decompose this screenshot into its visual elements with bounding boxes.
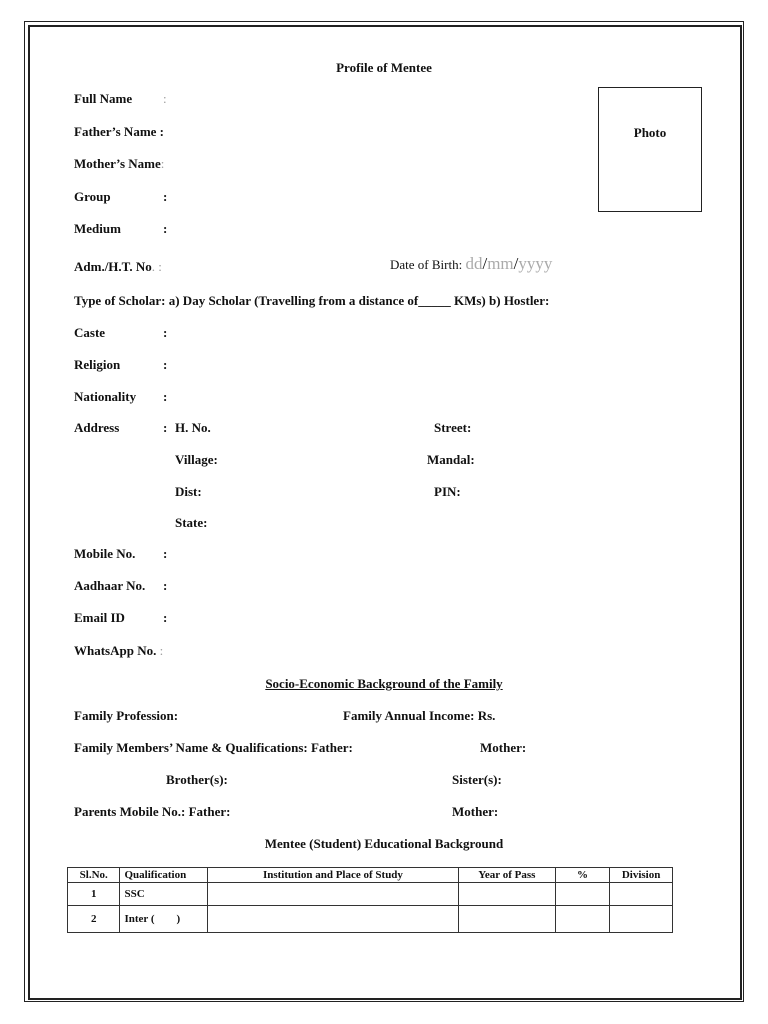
full-name-colon: : (163, 91, 167, 106)
row-year-cell[interactable] (458, 883, 555, 906)
caste-label: Caste (74, 325, 106, 340)
sisters-label: Sister(s): (452, 772, 502, 787)
address-label: Address (74, 420, 120, 435)
adm-no-text: Adm./H.T. No (74, 259, 152, 274)
mothers-name-label: Mother’s Name: (74, 156, 165, 171)
dob-label: Date of Birth: (390, 257, 463, 272)
caste-colon: : (163, 325, 168, 340)
col-sl-no: Sl.No. (68, 868, 120, 883)
adm-no-label: Adm./H.T. No. : (74, 259, 162, 274)
education-heading: Mentee (Student) Educational Background (264, 836, 504, 851)
address-colon: : (163, 420, 168, 435)
family-profession-label: Family Profession: (74, 708, 179, 723)
col-year-of-pass: Year of Pass (458, 868, 555, 883)
row-qualification: SSC (120, 883, 207, 906)
mobile-no-colon: : (163, 546, 168, 561)
table-row (68, 883, 673, 906)
aadhaar-no-label: Aadhaar No. (74, 578, 146, 593)
row-sl-no: 2 (68, 906, 120, 933)
mothers-name-text: Mother’s Name (74, 156, 161, 171)
village-label: Village: (175, 452, 218, 467)
row-qualification: Inter ( ) (120, 906, 207, 933)
socio-economic-heading: Socio-Economic Background of the Family (265, 676, 503, 691)
dob-month-placeholder: mm (487, 254, 514, 273)
photo-label: Photo (633, 125, 667, 140)
family-mother-label: Mother: (480, 740, 527, 755)
col-qualification: Qualification (120, 868, 207, 883)
pin-label: PIN: (434, 484, 461, 499)
table-header-row (68, 868, 673, 883)
row-division-cell[interactable] (610, 883, 673, 906)
fathers-name-label: Father’s Name : (74, 124, 164, 139)
religion-label: Religion (74, 357, 121, 372)
col-institution: Institution and Place of Study (207, 868, 458, 883)
district-label: Dist: (175, 484, 202, 499)
dob-year-placeholder: yyyy (518, 254, 553, 273)
row-institution-cell[interactable] (207, 906, 458, 933)
row-percent-cell[interactable] (555, 906, 610, 933)
scholar-type-label: Type of Scholar: a) Day Scholar (Travelling from a distance of_____ KMs) b) Hostler: (74, 293, 550, 308)
email-id-label: Email ID (74, 610, 125, 625)
medium-colon: : (163, 221, 168, 236)
mandal-label: Mandal: (427, 452, 475, 467)
row-institution-cell[interactable] (207, 883, 458, 906)
row-sl-no: 1 (68, 883, 120, 906)
row-division-cell[interactable] (610, 906, 673, 933)
medium-label: Medium (74, 221, 121, 236)
group-colon: : (163, 189, 168, 204)
col-division: Division (610, 868, 673, 883)
brothers-label: Brother(s): (166, 772, 228, 787)
mobile-no-label: Mobile No. (74, 546, 136, 561)
aadhaar-no-colon: : (163, 578, 168, 593)
parents-mobile-mother-label: Mother: (452, 804, 499, 819)
full-name-label: Full Name (74, 91, 133, 106)
row-percent-cell[interactable] (555, 883, 610, 906)
dob-field[interactable]: Date of Birth: dd/mm/yyyy (390, 254, 553, 273)
email-id-colon: : (163, 610, 168, 625)
table-row (68, 906, 673, 933)
state-label: State: (175, 515, 208, 530)
house-no-label: H. No. (175, 420, 211, 435)
family-income-label: Family Annual Income: Rs. (343, 708, 496, 723)
religion-colon: : (163, 357, 168, 372)
dob-day-placeholder: dd (465, 254, 483, 273)
street-label: Street: (434, 420, 472, 435)
family-members-label: Family Members’ Name & Qualifications: Father: (74, 740, 353, 755)
photo-box[interactable] (598, 87, 702, 212)
education-table (67, 867, 673, 933)
parents-mobile-label: Parents Mobile No.: Father: (74, 804, 231, 819)
group-label: Group (74, 189, 111, 204)
whatsapp-no-text: WhatsApp No. (74, 643, 157, 658)
row-year-cell[interactable] (458, 906, 555, 933)
form-title: Profile of Mentee (336, 60, 432, 75)
col-percent: % (555, 868, 610, 883)
nationality-label: Nationality (74, 389, 137, 404)
nationality-colon: : (163, 389, 168, 404)
whatsapp-no-label: WhatsApp No. : (74, 643, 164, 658)
